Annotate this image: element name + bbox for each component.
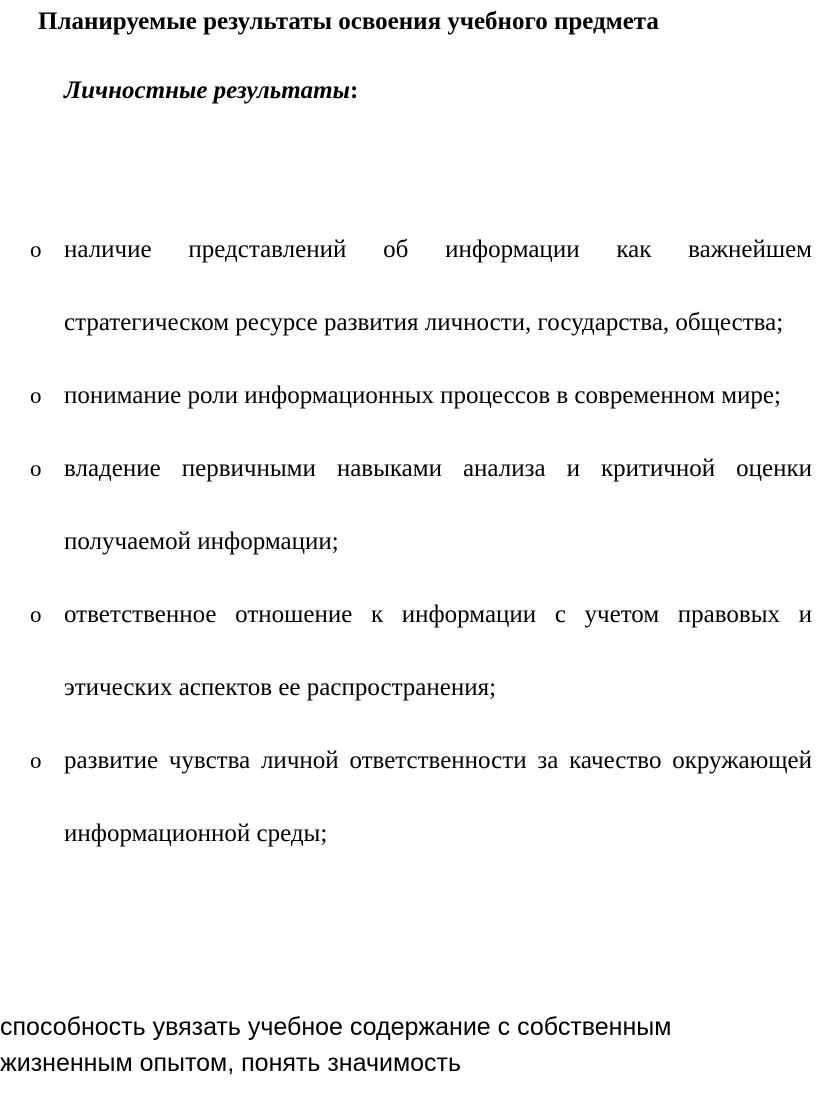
section-subtitle-text: Личностные результаты bbox=[64, 77, 350, 104]
list-item-text: ответственное отношение к информации с учетом правовых и этических аспектов ее распространения; bbox=[64, 601, 812, 701]
list-item bbox=[0, 724, 816, 870]
closing-paragraph bbox=[0, 1009, 816, 1081]
list-item bbox=[0, 578, 816, 724]
page-title: Планируемые результаты освоения учебного предмета bbox=[38, 8, 659, 35]
list-item-text: наличие представлений об информации как важнейшем стратегическом ресурсе развития личности, государства, общества; bbox=[64, 236, 812, 336]
list-item-text: развитие чувства личной ответственности за качество окружающей информационной среды; bbox=[64, 747, 812, 847]
bullet-circle-icon: o bbox=[30, 237, 42, 262]
results-list bbox=[0, 213, 816, 870]
bullet-circle-icon: o bbox=[30, 602, 42, 627]
closing-line: жизненным опытом, понять значимость bbox=[0, 1049, 462, 1077]
bullet-circle-icon: o bbox=[30, 456, 42, 481]
list-item bbox=[0, 213, 816, 359]
bullet-circle-icon: o bbox=[30, 383, 42, 408]
closing-line: способность увязать учебное содержание с собственным bbox=[0, 1013, 672, 1041]
section-subtitle bbox=[64, 77, 358, 105]
list-item bbox=[0, 432, 816, 578]
list-item-text: понимание роли информационных процессов в современном мире; bbox=[64, 382, 781, 409]
list-item-text: владение первичными навыками анализа и критичной оценки получаемой информации; bbox=[64, 455, 812, 555]
bullet-circle-icon: o bbox=[30, 748, 42, 773]
section-subtitle-colon: : bbox=[349, 77, 359, 104]
list-item bbox=[0, 359, 816, 432]
